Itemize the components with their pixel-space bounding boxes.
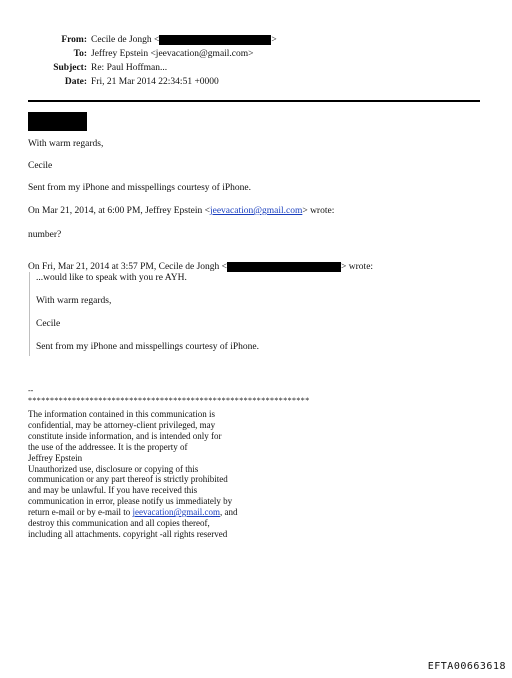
disclaimer-line: destroy this communication and all copies thereof, [28, 518, 210, 529]
subject-label: Subject: [53, 63, 87, 73]
sender-name: Cecile [28, 161, 53, 171]
email-link[interactable]: jeevacation@gmail.com [209, 206, 303, 216]
disclaimer-line: including all attachments. copyright -all rights reserved [28, 528, 228, 539]
header-divider [28, 100, 480, 102]
signature-text: Sent from my iPhone and misspellings courtesy of iPhone. [28, 183, 251, 193]
disclaimer-return-line [28, 507, 237, 518]
disclaimer-line: The information contained in this communication is [28, 409, 215, 419]
signature-dashes: -- [28, 386, 34, 395]
orig-suffix: > wrote: [341, 262, 374, 273]
email-link[interactable]: jeevacation@gmail.com [132, 507, 220, 518]
disclaimer-line: constitute inside information, and is intended only for [28, 430, 222, 441]
to-value: Jeffrey Epstein <jeevacation@gmail.com> [91, 49, 254, 59]
disclaimer-line: communication or any part thereof is strictly prohibited [28, 474, 228, 485]
disclaimer-line: and may be unlawful. If you have received this [28, 485, 198, 496]
reply-prefix: On Mar 21, 2014, at 6:00 PM, Jeffrey Epstein < [28, 206, 210, 216]
original-attribution [28, 262, 373, 272]
quote-bar [29, 272, 30, 356]
quoted-name: Cecile [36, 319, 61, 329]
return-suffix: , and [219, 507, 238, 518]
redaction-block [28, 112, 87, 131]
disclaimer-line: communication in error, please notify us immediately by [28, 496, 233, 507]
from-value [91, 35, 277, 45]
bates-number: EFTA00663618 [427, 661, 506, 672]
redaction-block [227, 262, 341, 272]
reply-suffix: > wrote: [302, 206, 335, 216]
star-divider: **************************************************************** [28, 396, 310, 405]
disclaimer-line: the use of the addressee. It is the property of [28, 441, 188, 452]
disclaimer-line: Unauthorized use, disclosure or copying of this [28, 463, 199, 474]
reply-text: number? [28, 230, 62, 240]
quoted-signature: Sent from my iPhone and misspellings courtesy of iPhone. [36, 342, 259, 352]
disclaimer-line: confidential, may be attorney-client privileged, may [28, 419, 216, 430]
from-close: > [271, 35, 277, 46]
disclaimer [28, 409, 237, 540]
return-prefix: return e-mail or by e-mail to [28, 507, 133, 518]
from-name: Cecile de Jongh < [91, 35, 160, 46]
date-value: Fri, 21 Mar 2014 22:34:51 +0000 [91, 77, 219, 87]
date-label: Date: [64, 77, 87, 87]
reply-attribution [28, 206, 334, 216]
to-label: To: [73, 49, 87, 59]
orig-prefix: On Fri, Mar 21, 2014 at 3:57 PM, Cecile de Jongh < [28, 262, 228, 273]
regards-text: With warm regards, [28, 139, 104, 149]
quoted-regards: With warm regards, [36, 296, 112, 306]
subject-value: Re: Paul Hoffman... [91, 63, 168, 73]
quoted-line: ...would like to speak with you re AYH. [36, 273, 187, 283]
from-label: From: [61, 35, 87, 45]
redaction-block [159, 35, 271, 45]
disclaimer-line: Jeffrey Epstein [28, 452, 83, 463]
